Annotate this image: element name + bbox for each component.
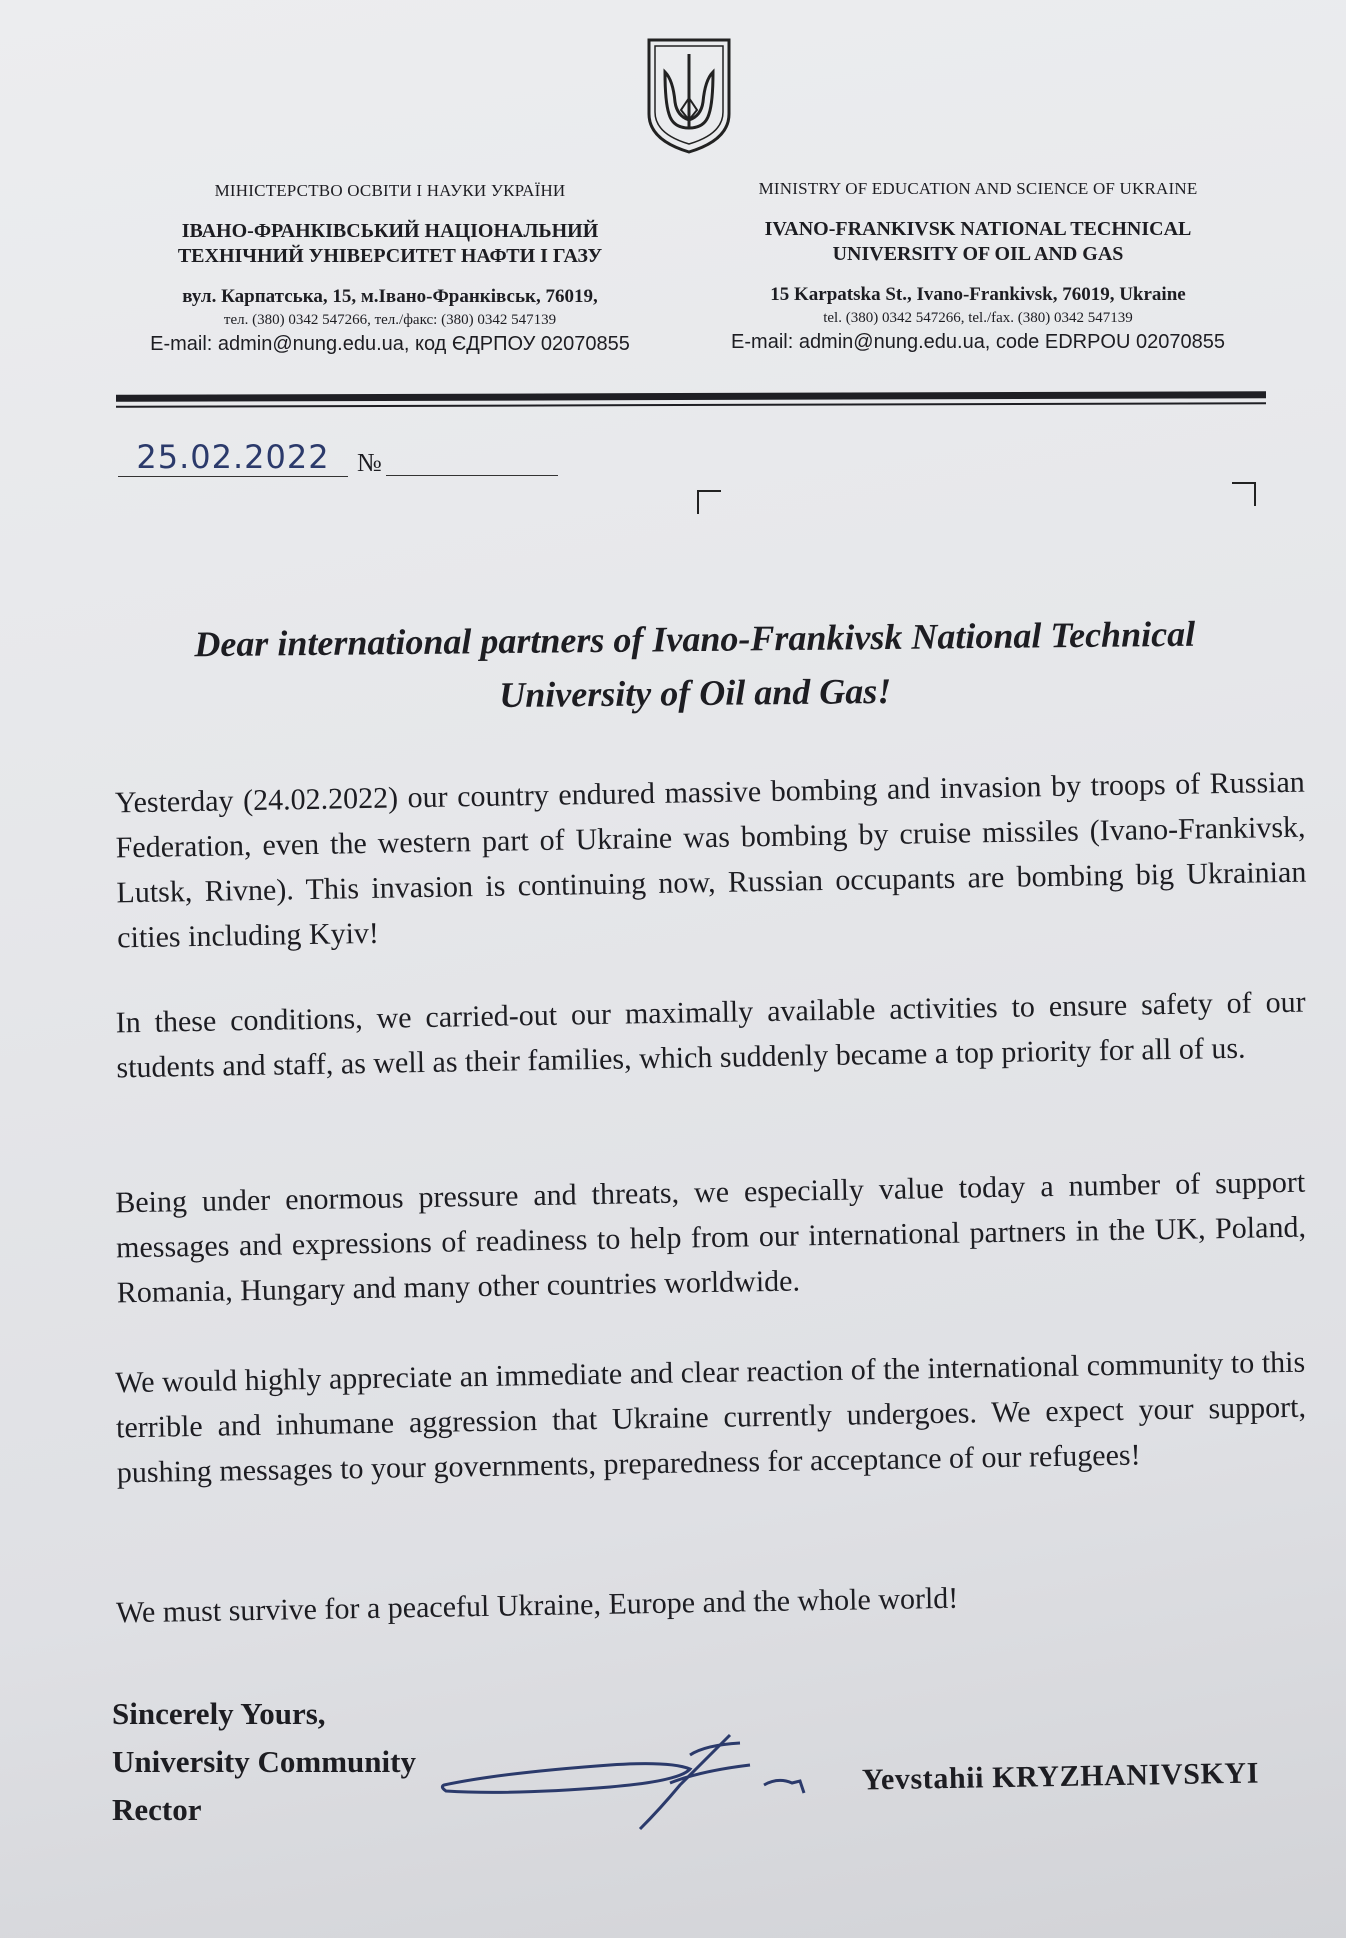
letter-title: Dear international partners of Ivano-Frankivsk National Technical University of Oil and Gas! bbox=[194, 613, 1196, 716]
ministry-name-ua: МІНІСТЕРСТВО ОСВІТИ І НАУКИ УКРАЇНИ bbox=[214, 181, 566, 200]
university-name-ua-line1: ІВАНО-ФРАНКІВСЬКИЙ НАЦІОНАЛЬНИЙ bbox=[181, 220, 599, 243]
university-name-en bbox=[698, 217, 1258, 267]
closing-title: Rector bbox=[112, 1792, 202, 1828]
closing-block bbox=[112, 1690, 416, 1834]
closing-salutation: Sincerely Yours, bbox=[112, 1696, 326, 1731]
number-blank-line bbox=[386, 475, 558, 476]
trident-coat-of-arms-icon bbox=[643, 36, 735, 156]
address-corner-left bbox=[697, 490, 721, 514]
header-divider-thick bbox=[116, 391, 1266, 402]
email-en: E-mail: admin@nung.edu.ua, code EDRPOU 02070855 bbox=[731, 330, 1225, 353]
university-name-ua-line2: ТЕХНІЧНИЙ УНІВЕРСИТЕТ НАФТИ І ГАЗУ bbox=[177, 245, 603, 268]
signer-name: Yevstahii KRYZHANIVSKYI bbox=[861, 1756, 1260, 1797]
phone-en: tel. (380) 0342 547266, tel./fax. (380) 0342 547139 bbox=[823, 310, 1133, 326]
number-label: № bbox=[357, 448, 382, 477]
header-english bbox=[698, 178, 1258, 355]
paragraph-2: In these conditions, we carried-out our maximally available activities to ensure safety of our students and staff, as well as their families, which suddenly became a top priority for all of us. bbox=[115, 985, 1306, 1085]
university-name-en-line2: UNIVERSITY OF OIL AND GAS bbox=[832, 243, 1124, 266]
paragraph-4: We would highly appreciate an immediate and clear reaction of the international community to this terrible and inhumane aggression that Ukraine currently undergoes. We expect your support, pushing messages to your governments, preparedness for acceptance of our refugees! bbox=[115, 1345, 1307, 1490]
paragraph-5: We must survive for a peaceful Ukraine, Europe and the whole world! bbox=[115, 1581, 959, 1630]
address-ua: вул. Карпатська, 15, м.Івано-Франківськ, 76019, bbox=[182, 286, 598, 308]
header-divider-thin bbox=[116, 402, 1266, 408]
paragraph-1: Yesterday (24.02.2022) our country endured massive bombing and invasion by troops of Russian Federation, even the western part of Ukraine was bombing by cruise missiles (Ivano-Frankivsk, Lutsk, Rivne). This invasion is continuing now, Russian occupants are bombing big Ukrainian cities including Kyiv! bbox=[114, 765, 1307, 955]
phone-ua: тел. (380) 0342 547266, тел./факс: (380) 0342 547139 bbox=[223, 312, 557, 328]
address-corner-right bbox=[1232, 482, 1256, 506]
letter-date: 25.02.2022 bbox=[118, 438, 348, 477]
email-ua: E-mail: admin@nung.edu.ua, код ЄДРПОУ 02070855 bbox=[150, 332, 630, 355]
ministry-name-en: MINISTRY OF EDUCATION AND SCIENCE OF UKRAINE bbox=[758, 179, 1198, 198]
address-en: 15 Karpatska St., Ivano-Frankivsk, 76019, Ukraine bbox=[770, 284, 1186, 306]
header-ukrainian bbox=[110, 180, 670, 357]
university-name-ua bbox=[110, 219, 670, 269]
paragraph-3: Being under enormous pressure and threats, we especially value today a number of support messages and expressions of readiness to help from our international partners in the UK, Poland, Romania, Hungary and many other countries worldwide. bbox=[115, 1165, 1307, 1310]
handwritten-signature bbox=[440, 1725, 820, 1835]
university-name-en-line1: IVANO-FRANKIVSK NATIONAL TECHNICAL bbox=[764, 218, 1192, 241]
closing-community: University Community bbox=[112, 1744, 416, 1780]
